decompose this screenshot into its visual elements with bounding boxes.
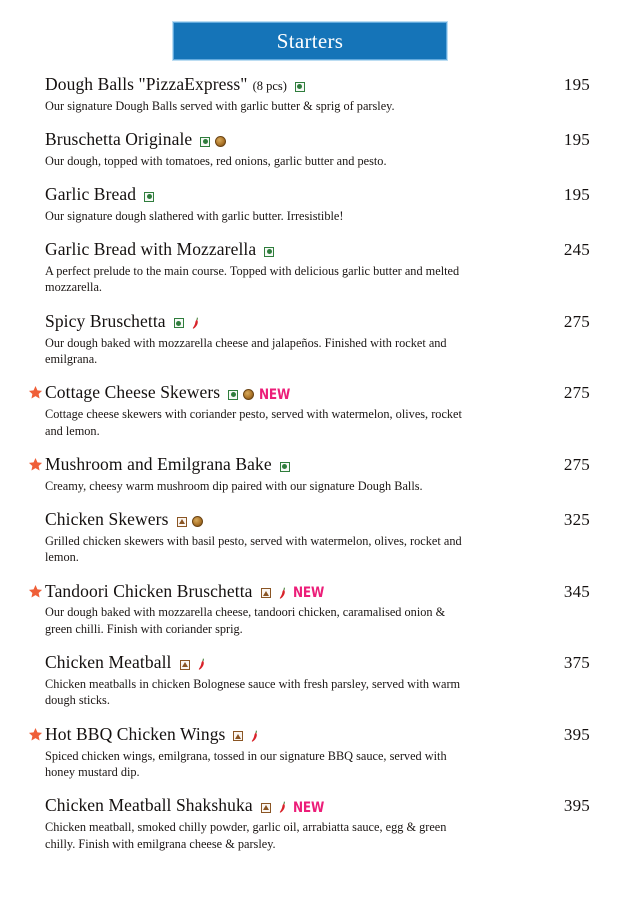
menu-item-description: Our dough, topped with tomatoes, red onions, garlic butter and pesto. [45, 153, 387, 168]
menu-item-body [45, 311, 534, 368]
menu-item[interactable] [45, 509, 590, 566]
menu-item-description: Our dough baked with mozzarella cheese and jalapeños. Finished with rocket and emilgrana. [45, 335, 447, 367]
menu-item-price: 345 [563, 581, 590, 601]
menu-item-badges [174, 317, 201, 330]
menu-item-body [45, 581, 534, 638]
menu-item[interactable] [45, 652, 590, 709]
menu-item-name: Dough Balls "PizzaExpress" [45, 74, 248, 94]
menu-item-price: 195 [563, 185, 590, 205]
menu-item-name: Garlic Bread with Mozzarella [45, 239, 257, 260]
menu-item-badges [264, 247, 274, 257]
menu-item-name: Hot BBQ Chicken Wings [45, 723, 226, 744]
veg-indicator-icon [295, 82, 305, 92]
menu-item-description: Cottage cheese skewers with coriander pesto, served with watermelon, olives, rocket and lemon. [45, 407, 462, 438]
veg-indicator-icon [264, 247, 274, 257]
nuts-allergen-icon [215, 136, 226, 147]
menu-item-description: Grilled chicken skewers with basil pesto, served with watermelon, olives, rocket and lemon. [45, 533, 462, 565]
menu-item-name: Chicken Skewers [45, 509, 169, 530]
menu-item-price: 325 [563, 510, 590, 530]
menu-item-badges [261, 586, 329, 600]
menu-item-description: Spiced chicken wings, emilgrana, tossed in our signature BBQ sauce, served with honey mustard dip. [45, 748, 447, 780]
menu-item-badges [261, 801, 329, 815]
veg-indicator-icon [280, 462, 290, 472]
menu-item-body [45, 795, 534, 852]
non-veg-indicator-icon [180, 660, 190, 670]
featured-star-icon [28, 584, 44, 600]
featured-star-icon [28, 385, 44, 401]
non-veg-indicator-icon [261, 803, 271, 813]
menu-item-description: Our signature Dough Balls served with garlic butter & sprig of parsley. [45, 98, 395, 113]
menu-item-name: Mushroom and Emilgrana Bake [45, 454, 272, 475]
nuts-allergen-icon [243, 389, 254, 400]
menu-item[interactable] [45, 454, 590, 494]
menu-item-name: Garlic Bread [45, 184, 137, 205]
menu-item-quantity: (8 pcs) [252, 79, 287, 93]
spicy-chilli-icon [276, 587, 288, 600]
spicy-chilli-icon [276, 801, 288, 814]
menu-item-price: 275 [563, 455, 590, 475]
menu-item-description: A perfect prelude to the main course. Topped with delicious garlic butter and melted mozzarella. [45, 263, 460, 295]
menu-item-price: 395 [563, 796, 590, 816]
menu-item-price: 275 [563, 383, 590, 403]
menu-item-badges [280, 462, 290, 472]
menu-item-description: Creamy, cheesy warm mushroom dip paired with our signature Dough Balls. [45, 478, 423, 493]
menu-item[interactable] [45, 184, 590, 224]
menu-item-body [45, 652, 534, 709]
menu-item-list [0, 74, 620, 852]
menu-item-price: 195 [563, 75, 590, 94]
menu-item-badges [177, 516, 203, 527]
menu-item-name: Spicy Bruschetta [45, 310, 166, 331]
menu-item-body [45, 724, 534, 781]
menu-item-name: Chicken Meatball Shakshuka [45, 795, 253, 816]
menu-item-description: Chicken meatballs in chicken Bolognese sauce with fresh parsley, served with warm dough sticks. [45, 676, 461, 708]
menu-item-title-row [45, 239, 526, 260]
menu-item-title-row [45, 74, 526, 95]
menu-item[interactable] [45, 129, 590, 169]
menu-item-title-row [45, 311, 526, 332]
new-badge: NEW [259, 386, 291, 403]
menu-item-title-row [45, 581, 526, 602]
spicy-chilli-icon [189, 317, 201, 330]
menu-item-body [45, 74, 534, 114]
menu-item-name: Chicken Meatball [45, 652, 172, 673]
menu-item[interactable] [45, 724, 590, 781]
menu-item-title-row [45, 724, 526, 745]
menu-item-name: Tandoori Chicken Bruschetta [45, 580, 253, 601]
menu-item-price: 245 [563, 240, 590, 260]
veg-indicator-icon [228, 390, 238, 400]
menu-item-title-row [45, 382, 526, 403]
menu-item-title-row [45, 184, 526, 205]
menu-item-body [45, 454, 534, 494]
menu-item[interactable] [45, 311, 590, 368]
featured-star-icon [28, 727, 44, 743]
menu-item-description: Chicken meatball, smoked chilly powder, garlic oil, arrabiatta sauce, egg & green chilly. Finish with emilgrana cheese & parsley. [45, 820, 447, 851]
menu-item-price: 395 [563, 724, 590, 744]
spicy-chilli-icon [195, 658, 207, 671]
section-header [0, 0, 620, 60]
menu-item-badges [228, 388, 295, 402]
veg-indicator-icon [174, 318, 184, 328]
spicy-chilli-icon [248, 730, 260, 743]
menu-item-price: 275 [563, 311, 590, 331]
menu-item-title-row [45, 509, 526, 530]
new-badge: NEW [292, 585, 324, 602]
menu-item-title-row [45, 795, 526, 816]
section-title: Starters [276, 28, 344, 53]
menu-item-title-row [45, 454, 526, 475]
nuts-allergen-icon [192, 516, 203, 527]
menu-item-description: Our dough baked with mozzarella cheese, tandoori chicken, caramalised onion & green chilli. Finish with coriander sprig. [45, 605, 446, 636]
menu-item[interactable] [45, 382, 590, 439]
menu-item-badges [295, 82, 305, 92]
menu-item-body [45, 239, 534, 296]
menu-item[interactable] [45, 74, 590, 114]
non-veg-indicator-icon [261, 588, 271, 598]
menu-item-name: Bruschetta Originale [45, 129, 193, 150]
menu-item-body [45, 184, 534, 224]
non-veg-indicator-icon [233, 731, 243, 741]
new-badge: NEW [292, 799, 324, 816]
menu-item-title-row [45, 129, 526, 150]
non-veg-indicator-icon [177, 517, 187, 527]
menu-item-body [45, 129, 534, 169]
menu-item-price: 375 [563, 653, 590, 673]
menu-item-body [45, 509, 534, 566]
veg-indicator-icon [200, 137, 210, 147]
menu-item-body [45, 382, 534, 439]
menu-item[interactable] [45, 795, 590, 852]
menu-item-badges [200, 136, 226, 147]
section-banner [173, 22, 447, 60]
menu-item-badges [144, 192, 154, 202]
veg-indicator-icon [144, 192, 154, 202]
menu-item-badges [180, 658, 207, 671]
menu-item-title-row [45, 652, 526, 673]
menu-item[interactable] [45, 239, 590, 296]
featured-star-icon [28, 457, 44, 473]
menu-item-description: Our signature dough slathered with garlic butter. Irresistible! [45, 208, 344, 223]
menu-item-badges [233, 730, 260, 743]
menu-item-name: Cottage Cheese Skewers [45, 382, 221, 403]
menu-item[interactable] [45, 581, 590, 638]
menu-item-price: 195 [563, 130, 590, 150]
